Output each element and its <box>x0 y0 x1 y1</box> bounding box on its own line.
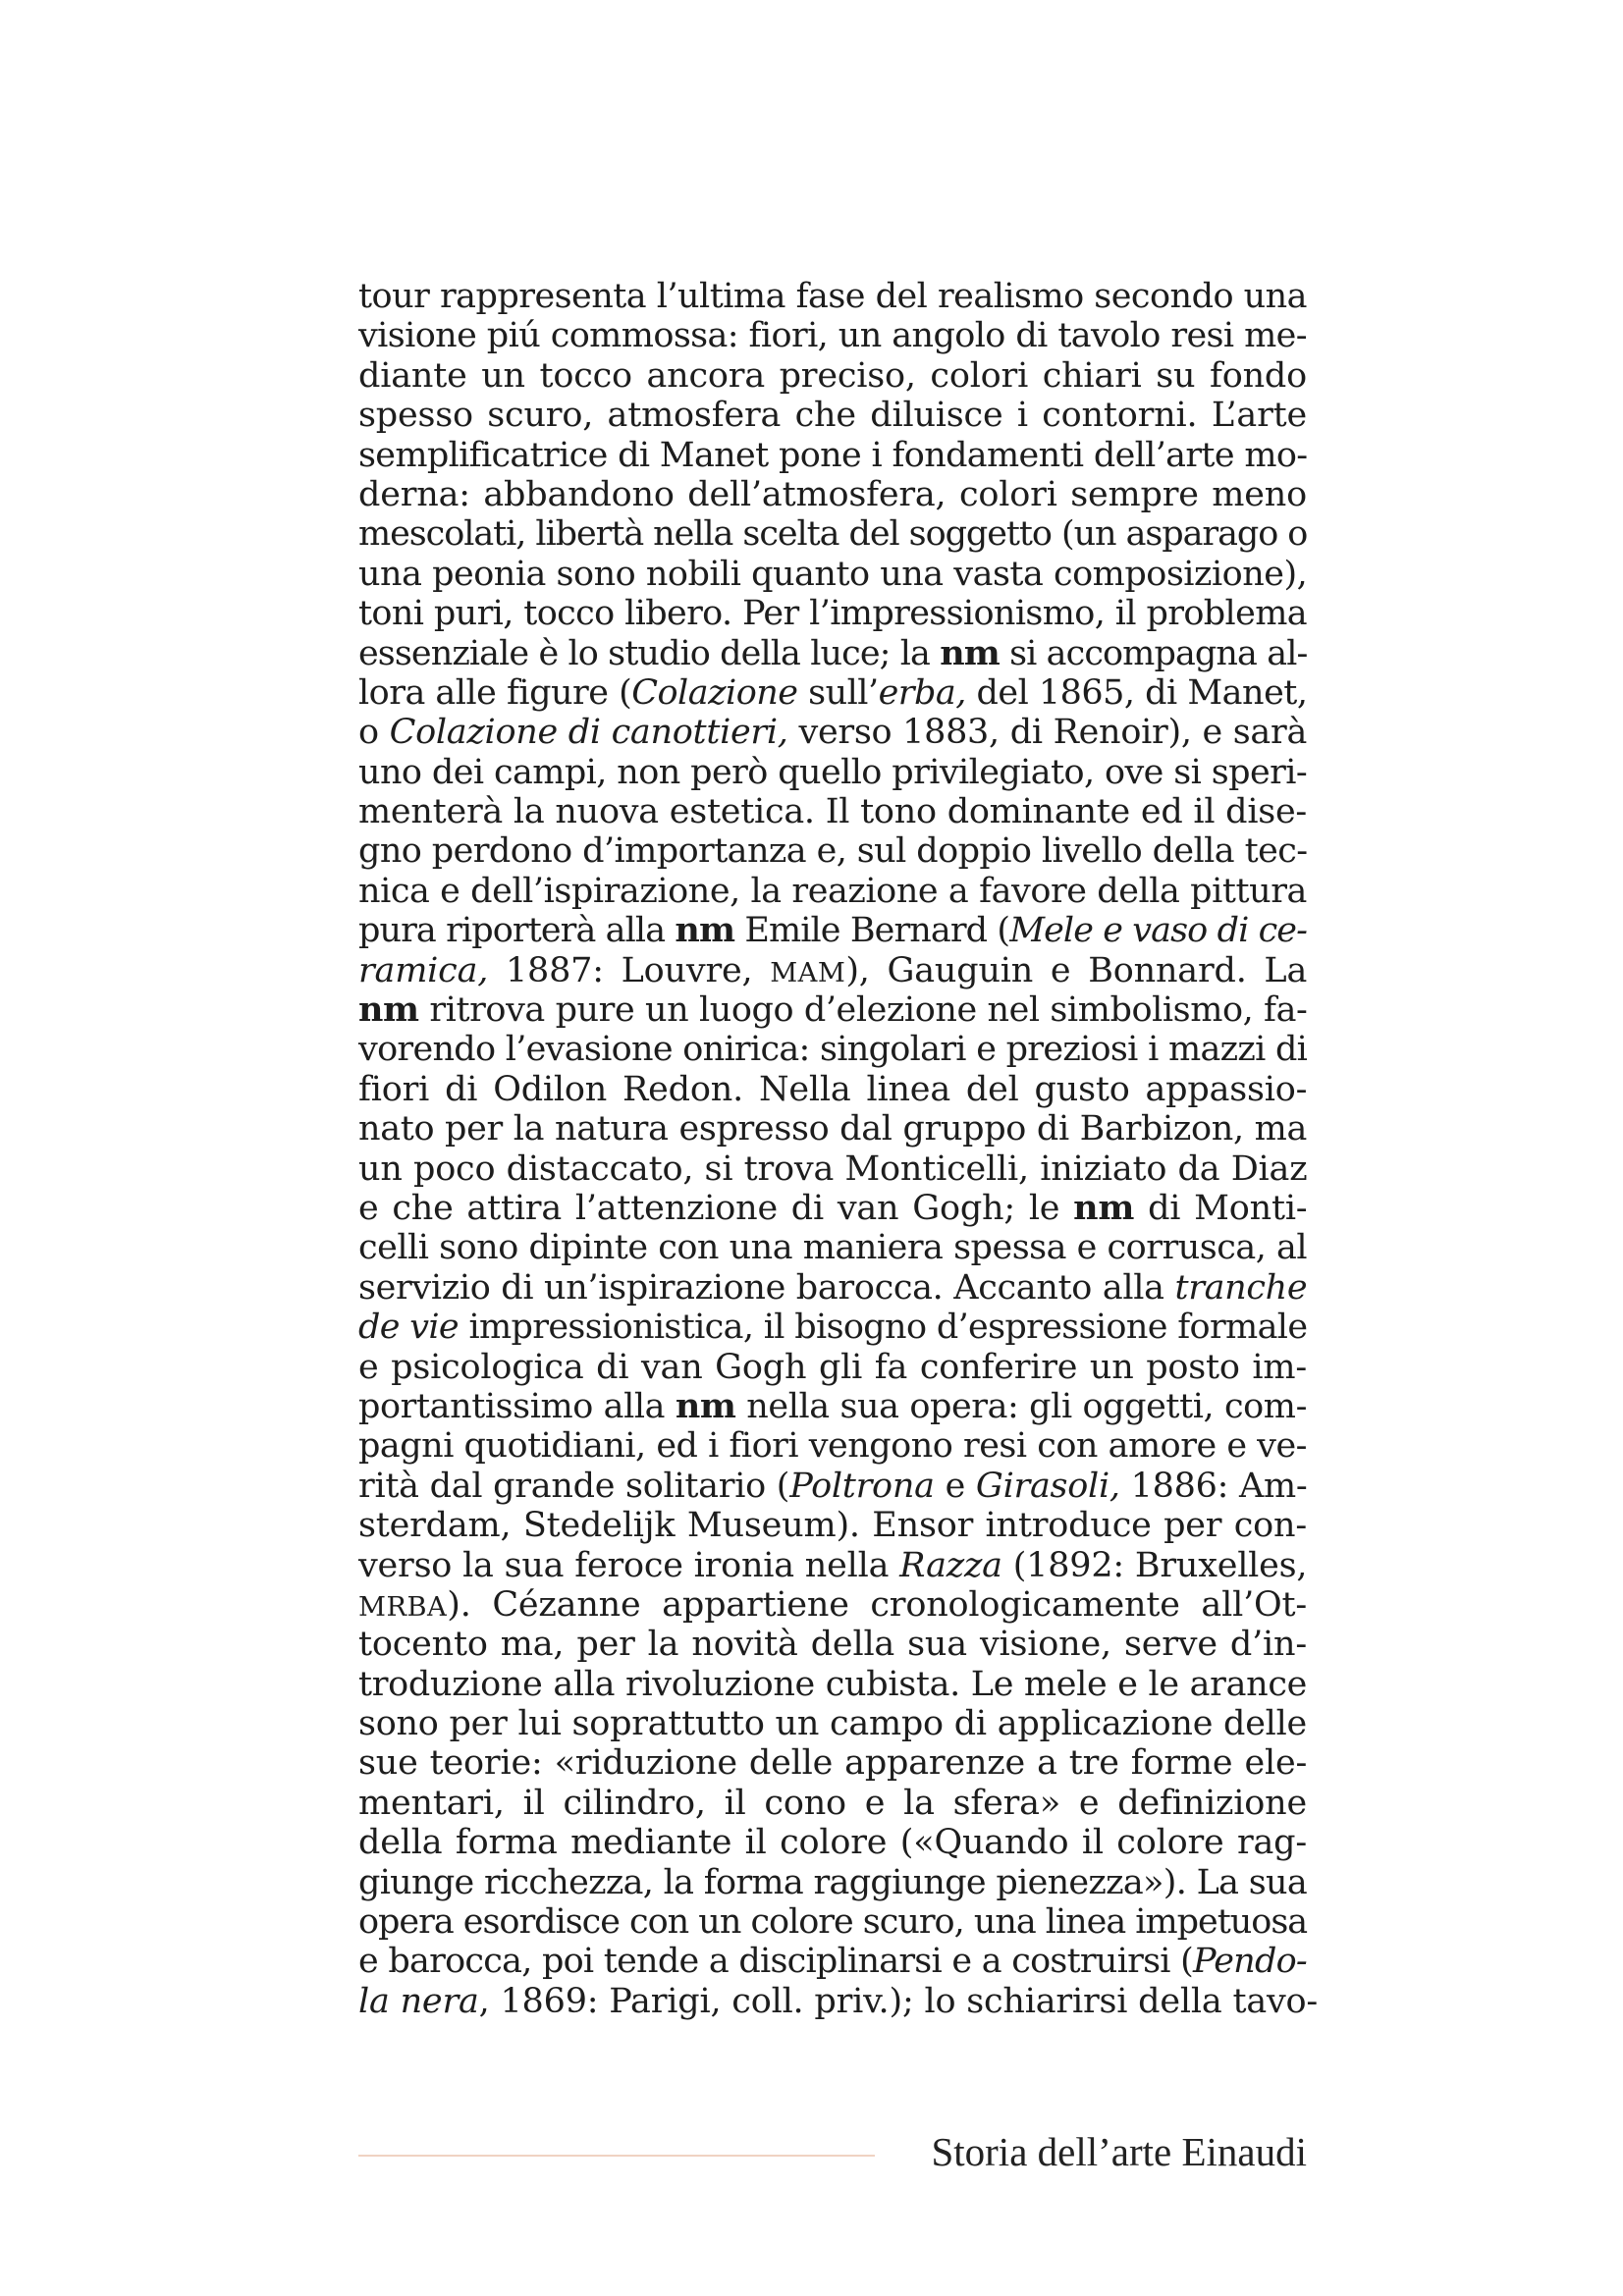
text-line <box>358 1189 1307 1228</box>
text-segment: impressionistica, il bisogno d’espressione formale <box>459 1308 1308 1348</box>
text-line <box>358 1743 1307 1783</box>
text-segment: tocento ma, per la novità della sua visione, serve d’in- <box>358 1625 1307 1665</box>
text-segment: mentari, il cilindro, il cono e la sfera» e definizione <box>358 1783 1307 1823</box>
text-segment: 1886: Am- <box>1119 1466 1308 1506</box>
text-segment: ritrova pure un luogo d’elezione nel simbolismo, fa- <box>418 990 1308 1031</box>
text-segment: e barocca, poi tende a disciplinarsi e a costruirsi ( <box>358 1942 1194 1982</box>
text-segment: opera esordisce con un colore scuro, una linea impetuosa <box>358 1902 1308 1943</box>
text-line <box>358 475 1307 514</box>
footer-rule <box>358 2155 875 2157</box>
text-segment: mescolati, libertà nella scelta del soggetto (un asparago o <box>358 514 1308 555</box>
text-segment: , 1869: Parigi, coll. priv.); lo schiarirsi della tavo- <box>478 1981 1319 2021</box>
text-segment: essenziale è lo studio della luce; la <box>358 633 941 673</box>
text-line <box>358 990 1307 1030</box>
body-text <box>358 277 1319 2021</box>
text-line <box>358 1268 1307 1308</box>
text-line <box>358 1030 1307 1069</box>
italic-title: de vie <box>358 1308 459 1348</box>
text-line <box>358 1228 1307 1267</box>
text-line <box>358 1387 1307 1426</box>
text-line <box>358 1426 1307 1466</box>
text-line <box>358 634 1307 673</box>
text-line <box>358 753 1307 792</box>
text-line <box>358 872 1307 911</box>
text-segment: visione piú commossa: fiori, un angolo di tavolo resi me- <box>358 316 1307 356</box>
text-line <box>358 1308 1307 1347</box>
italic-title: Mele e vaso di ce- <box>1009 911 1308 951</box>
italic-title: Colazione <box>631 672 798 713</box>
text-line <box>358 673 1307 713</box>
text-line <box>358 713 1307 752</box>
text-line <box>358 1348 1307 1387</box>
text-segment: sterdam, Stedelijk Museum). Ensor introduce per con- <box>358 1506 1307 1546</box>
text-line <box>358 1823 1307 1862</box>
text-line <box>358 1902 1307 1942</box>
text-segment: del 1865, di Manet, <box>965 672 1308 713</box>
text-segment: Emile Bernard ( <box>734 911 1010 951</box>
text-segment: nica e dell’ispirazione, la reazione a favore della pittura <box>358 871 1307 911</box>
text-segment: ), Gauguin e Bonnard. La <box>845 950 1308 990</box>
small-caps-abbrev: MRBA <box>358 1591 448 1623</box>
text-segment: verso 1883, di Renoir), e sarà <box>787 713 1308 753</box>
text-segment: (1892: Bruxelles, <box>1001 1545 1308 1585</box>
text-line <box>358 1070 1307 1109</box>
text-segment: e psicologica di van Gogh gli fa conferire un posto im- <box>358 1347 1308 1387</box>
text-line <box>358 1625 1307 1664</box>
italic-title: Pendo- <box>1193 1942 1307 1982</box>
text-segment: derna: abbandono dell’atmosfera, colori sempre meno <box>358 474 1307 514</box>
abbreviation-bold: nm <box>675 1385 736 1426</box>
text-segment: sull’ <box>797 672 879 713</box>
text-segment: uno dei campi, non però quello privilegiato, ove si speri- <box>358 752 1308 792</box>
text-line <box>358 1109 1307 1148</box>
text-line <box>358 1942 1307 1981</box>
text-line <box>358 1546 1307 1585</box>
text-line <box>358 1585 1307 1625</box>
text-segment: ). Cézanne appartiene cronologicamente all’Ot- <box>447 1584 1307 1625</box>
italic-title: Girasoli, <box>975 1466 1120 1506</box>
text-line <box>358 514 1307 554</box>
text-line <box>358 594 1307 633</box>
text-segment: lora alle figure ( <box>358 672 632 713</box>
text-segment: nato per la natura espresso dal gruppo di Barbizon, ma <box>358 1109 1307 1149</box>
text-segment: o <box>358 713 390 753</box>
text-segment: vorendo l’evasione onirica: singolari e preziosi i mazzi di <box>358 1030 1308 1070</box>
text-segment: verso la sua feroce ironia nella <box>358 1545 900 1585</box>
italic-title: Razza <box>899 1545 1002 1585</box>
text-segment: tour rappresenta l’ultima fase del realismo secondo una <box>358 277 1307 316</box>
text-segment: semplificatrice di Manet pone i fondamenti dell’arte mo- <box>358 435 1308 475</box>
italic-title: la nera <box>358 1981 479 2021</box>
abbreviation-bold: nm <box>358 989 419 1031</box>
abbreviation-bold: nm <box>675 910 735 951</box>
text-line <box>358 1784 1307 1823</box>
text-segment: e <box>934 1466 976 1506</box>
text-line <box>358 911 1307 950</box>
text-segment: sue teorie: «riduzione delle apparenze a tre forme ele- <box>358 1743 1308 1784</box>
footer-title: Storia dell’arte Einaudi <box>931 2129 1307 2174</box>
text-segment: di Monti- <box>1134 1188 1308 1228</box>
italic-title: Colazione di canottieri, <box>389 713 788 753</box>
text-line <box>358 792 1307 831</box>
small-caps-abbrev: MAM <box>770 957 846 988</box>
text-segment: 1887: Louvre, <box>488 950 771 990</box>
text-segment: diante un tocco ancora preciso, colori chiari su fondo <box>358 355 1307 396</box>
text-segment: gno perdono d’importanza e, sul doppio livello della tec- <box>358 831 1308 872</box>
italic-title: ramica, <box>358 950 489 990</box>
text-segment: della forma mediante il colore («Quando il colore rag- <box>358 1823 1307 1863</box>
text-line <box>358 831 1307 871</box>
text-line <box>358 1506 1307 1545</box>
text-line <box>358 1467 1307 1506</box>
text-segment: troduzione alla rivoluzione cubista. Le mele e le arance <box>358 1664 1307 1704</box>
abbreviation-bold: nm <box>940 632 1000 673</box>
text-segment: portantissimo alla <box>358 1386 676 1426</box>
text-segment: pagni quotidiani, ed i fiori vengono resi con amore e ve- <box>358 1426 1307 1467</box>
text-segment: un poco distaccato, si trova Monticelli, iniziato da Diaz <box>358 1148 1308 1189</box>
text-segment: nella sua opera: gli oggetti, com- <box>735 1386 1307 1426</box>
italic-title: Poltrona <box>789 1466 935 1506</box>
text-line <box>358 277 1307 316</box>
text-segment: si accompagna al- <box>999 633 1308 673</box>
text-segment: fiori di Odilon Redon. Nella linea del gusto appassio- <box>358 1069 1308 1109</box>
italic-title: tranche <box>1174 1267 1308 1308</box>
text-segment: celli sono dipinte con una maniera spessa e corrusca, al <box>358 1228 1308 1268</box>
text-segment: menterà la nuova estetica. Il tono dominante ed il dise- <box>358 792 1307 832</box>
text-segment: spesso scuro, atmosfera che diluisce i contorni. L’arte <box>358 396 1307 436</box>
text-segment: una peonia sono nobili quanto una vasta composizione), <box>358 554 1308 594</box>
text-segment: rità dal grande solitario ( <box>358 1466 790 1506</box>
text-segment: pura riporterà alla <box>358 911 676 951</box>
text-line <box>358 1665 1307 1704</box>
text-segment: e che attira l’attenzione di van Gogh; le <box>358 1188 1074 1228</box>
italic-title: erba, <box>878 672 966 713</box>
text-line <box>358 436 1307 475</box>
text-segment: servizio di un’ispirazione barocca. Accanto alla <box>358 1267 1175 1308</box>
text-line <box>358 951 1307 990</box>
text-line <box>358 396 1307 435</box>
text-line <box>358 356 1307 396</box>
text-segment: toni puri, tocco libero. Per l’impressionismo, il problema <box>358 594 1307 634</box>
text-line <box>358 1149 1307 1189</box>
text-segment: giunge ricchezza, la forma raggiunge pienezza»). La sua <box>358 1862 1307 1902</box>
text-line <box>358 316 1307 355</box>
text-segment: sono per lui soprattutto un campo di applicazione delle <box>358 1704 1307 1744</box>
text-line <box>358 1863 1307 1902</box>
text-line <box>358 555 1307 594</box>
text-line <box>358 1704 1307 1743</box>
text-line <box>358 1981 1319 2021</box>
abbreviation-bold: nm <box>1073 1187 1135 1228</box>
